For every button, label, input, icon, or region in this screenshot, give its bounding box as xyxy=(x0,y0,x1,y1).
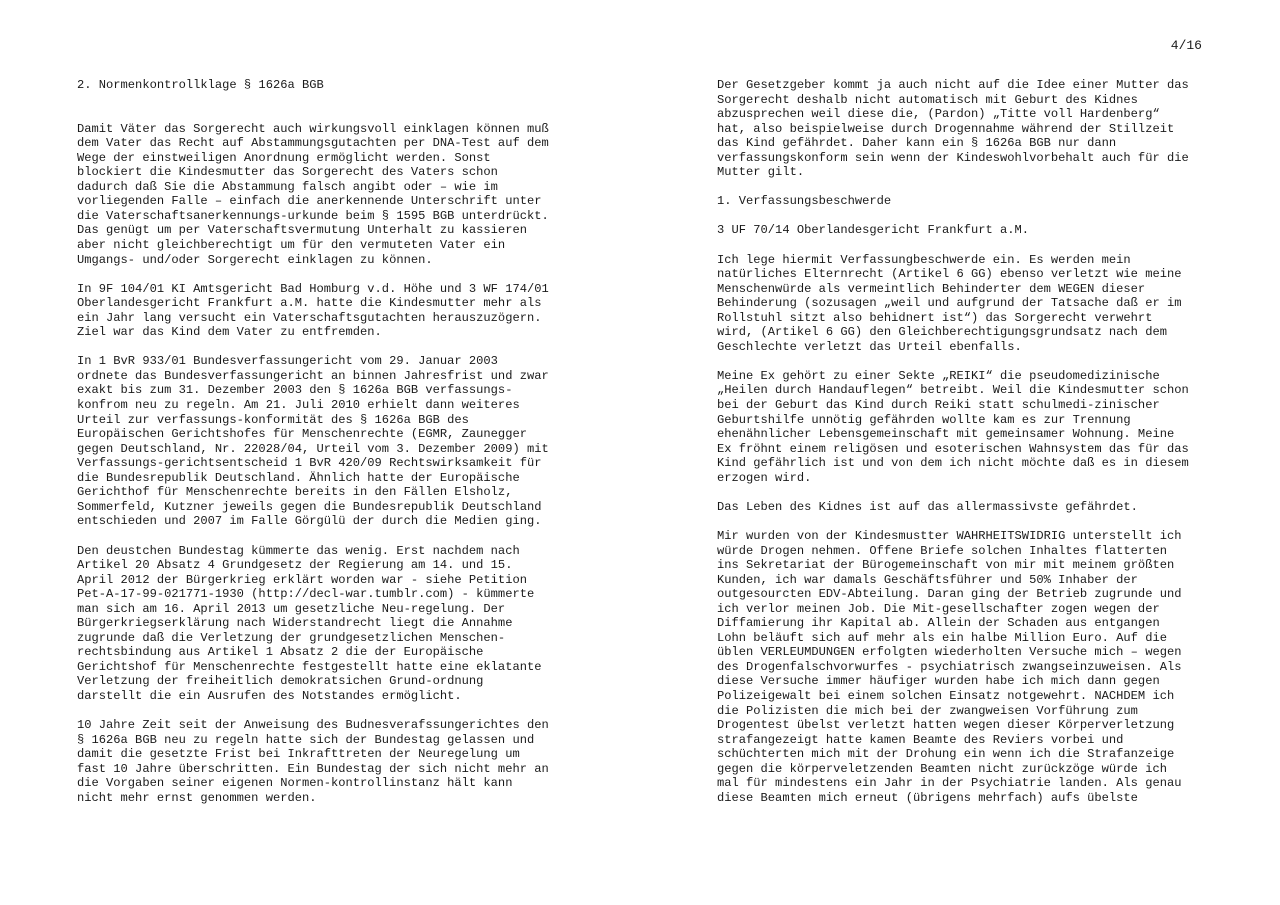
blank-line xyxy=(77,93,561,108)
text-line: natürliches Elternrecht (Artikel 6 GG) ebenso verletzt wie meine xyxy=(717,267,1182,282)
text-line: würde Drogen nehmen. Offene Briefe solchen Inhaltes flatterten xyxy=(717,543,1167,558)
text-line: rechtsbindung aus Artikel 1 Absatz 2 die der Europäische xyxy=(77,645,484,660)
text-line: Kunden, ich war damals Geschäftsführer und 50% Inhaber der xyxy=(717,572,1138,587)
text-line: gegen Deutschland, Nr. 22028/04, Urteil vom 3. Dezember 2009) mit xyxy=(77,441,549,456)
text-line: strafangezeigt hatte kamen Beamte des Reviers vorbei und xyxy=(717,732,1124,747)
text-line: 2. Normenkontrollklage § 1626a BGB xyxy=(77,78,324,92)
text-line: outgesourcten EDV-Abteilung. Daran ging der Betrieb zugrunde und xyxy=(717,587,1182,602)
text-line: Wege der einstweiligen Anordnung ermöglicht werden. Sonst xyxy=(77,150,491,165)
text-line: Menschenwürde als vermeintlich Behinderter dem WEGEN dieser xyxy=(717,281,1146,296)
text-line: gegen die körperveletzenden Beamten nicht zurückzöge würde ich xyxy=(717,761,1167,776)
text-line: Das genügt um per Vaterschaftsvermutung Unterhalt zu kassieren xyxy=(77,223,527,238)
text-line: Artikel 20 Absatz 4 Grundgesetz der Regierung am 14. und 15. xyxy=(77,558,513,573)
text-line: bei der Geburt das Kind durch Reiki statt schulmedi-zinischer xyxy=(717,398,1160,413)
text-line: Verletzung der freiheitlich demokratsichen Grund-ordnung xyxy=(77,674,484,689)
text-line: Urteil zur verfassungs-konformität des § 1626a BGB des xyxy=(77,412,469,427)
text-line: Lohn beläuft sich auf mehr als ein halbe Million Euro. Auf die xyxy=(717,630,1167,645)
text-line: Pet-A-17-99-021771-1930 (http://decl-war.tumblr.com) - kümmerte xyxy=(77,587,535,602)
text-line: verfassungskonform sein wenn der Kindeswohlvorbehalt auch für die xyxy=(717,150,1189,165)
text-line: die Vaterschaftsanerkennungs-urkunde beim § 1595 BGB unterdrückt. xyxy=(77,208,549,223)
text-line: mal für mindestens ein Jahr in der Psychiatrie landen. Als genau xyxy=(717,776,1182,791)
text-line: vorliegenden Falle – einfach die anerkennende Unterschrift unter xyxy=(77,194,542,209)
text-line: entschieden und 2007 im Falle Görgülü der durch die Medien ging. xyxy=(77,514,542,529)
text-line: zugrunde daß die Verletzung der grundgesetzlichen Menschen- xyxy=(77,630,506,645)
text-line: üblen VERLEUMDUNGEN erfolgten wiederholten Versuche mich – wegen xyxy=(717,645,1182,660)
text-line: „Heilen durch Handauflegen“ betreibt. Weil die Kindesmutter schon xyxy=(717,383,1189,398)
text-line: darstellt die ein Ausrufen des Notstandes ermöglicht. xyxy=(77,688,462,703)
text-line: Umgangs- und/oder Sorgerecht einklagen zu können. xyxy=(77,252,433,267)
text-line: In 1 BvR 933/01 Bundesverfassungericht vom 29. Januar 2003 xyxy=(77,354,498,369)
text-line: exakt bis zum 31. Dezember 2003 den § 1626a BGB verfassungs- xyxy=(77,383,513,398)
text-line: 1. Verfassungsbeschwerde xyxy=(717,194,892,209)
text-line: diese Versuche immer häufiger wurden habe ich mich dann gegen xyxy=(717,674,1160,689)
text-line: ich verlor meinen Job. Die Mit-gesellschafter zogen wegen der xyxy=(717,601,1160,616)
text-line: erzogen wird. xyxy=(717,470,812,485)
text-line: Oberlandesgericht Frankfurt a.M. hatte die Kindesmutter mehr als xyxy=(77,296,542,311)
text-line: Der Gesetzgeber kommt ja auch nicht auf die Idee einer Mutter das xyxy=(717,78,1189,92)
text-line: § 1626a BGB neu zu regeln hatte sich der Bundestag gelassen und xyxy=(77,732,535,747)
text-line: Mir wurden von der Kindesmustter WAHRHEITSWIDRIG unterstellt ich xyxy=(717,528,1182,543)
blank-line xyxy=(717,209,1201,224)
text-line: Drogentest übelst verletzt hatten wegen dieser Körperverletzung xyxy=(717,718,1175,733)
blank-line xyxy=(77,267,561,282)
text-line: In 9F 104/01 KI Amtsgericht Bad Homburg v.d. Höhe und 3 WF 174/01 xyxy=(77,281,549,296)
blank-line xyxy=(77,107,561,122)
text-line: Sommerfeld, Kutzner jeweils gegen die Bundesrepublik Deutschland xyxy=(77,499,542,514)
text-line: das Kind gefährdet. Daher kann ein § 1626a BGB nur dann xyxy=(717,136,1117,151)
text-line: Meine Ex gehört zu einer Sekte „REIKI“ die pseudomedizinische xyxy=(717,368,1160,383)
text-line: blockiert die Kindesmutter das Sorgerecht des Vaters schon xyxy=(77,165,498,180)
page-number: 4/16 xyxy=(1170,38,1202,53)
text-line: hat, also beispielweise durch Drogennahme während der Stillzeit xyxy=(717,121,1175,136)
text-line: ehenähnlicher Lebensgemeinschaft mit gemeinsamer Wohnung. Meine xyxy=(717,427,1175,442)
text-line: Ex fröhnt einem religösen und esoterischen Wahnsystem das für das xyxy=(717,441,1189,456)
text-line: Gerichthof für Menschenrechte bereits in den Fällen Elsholz, xyxy=(77,485,513,500)
text-line: diese Beamten mich erneut (übrigens mehrfach) aufs übelste xyxy=(717,790,1138,805)
text-line: die Bundesrepublik Deutschland. Ähnlich hatte der Europäische xyxy=(77,470,520,485)
text-line: des Drogenfalschvorwurfes - psychiatrisch zwangseinzuweisen. Als xyxy=(717,659,1182,674)
blank-line xyxy=(77,529,561,544)
text-line: man sich am 16. April 2013 um gesetzliche Neu-regelung. Der xyxy=(77,601,506,616)
text-line: Europäischen Gerichtshofes für Menschenrechte (EGMR, Zaunegger xyxy=(77,427,527,442)
blank-line xyxy=(77,340,561,355)
text-line: ins Sekretariat der Bürogemeinschaft von mir mit meinem größten xyxy=(717,558,1175,573)
text-line: Diffamierung ihr Kapital ab. Allein der Schaden aus entgangen xyxy=(717,616,1160,631)
text-line: die Vorgaben seiner eigenen Normen-kontrollinstanz hält kann xyxy=(77,776,513,791)
text-line: Den deustchen Bundestag kümmerte das wenig. Erst nachdem nach xyxy=(77,543,520,558)
text-line: Behinderung (sozusagen „weil und aufgrund der Tatsache daß er im xyxy=(717,296,1182,311)
text-line: fast 10 Jahre überschritten. Ein Bundestag der sich nicht mehr an xyxy=(77,761,549,776)
left-column xyxy=(77,78,561,805)
text-line: die Polizisten die mich bei der zwangweisen Vorführung zum xyxy=(717,703,1138,718)
text-line: Bürgerkriegserklärung nach Widerstandrecht liegt die Annahme xyxy=(77,616,513,631)
blank-line xyxy=(717,238,1201,253)
text-line: damit die gesetzte Frist bei Inkrafttreten der Neuregelung um xyxy=(77,747,520,762)
text-line: schüchterten mich mit der Drohung ein wenn ich die Strafanzeige xyxy=(717,747,1175,762)
text-line: ein Jahr lang versucht ein Vaterschaftsgutachten herauszuzögern. xyxy=(77,310,542,325)
text-line: Verfassungs-gerichtsentscheid 1 BvR 420/09 Rechtswirksamkeit für xyxy=(77,456,542,471)
text-line: abzusprechen weil diese die, (Pardon) „Titte voll Hardenberg“ xyxy=(717,107,1160,122)
blank-line xyxy=(717,354,1201,369)
text-line: April 2012 der Bürgerkrieg erklärt worden war - siehe Petition xyxy=(77,572,527,587)
right-column xyxy=(717,78,1201,805)
blank-line xyxy=(717,180,1201,195)
text-line: Rollstuhl sitzt also behidnert ist“) das Sorgerecht verwehrt xyxy=(717,310,1153,325)
text-line: Sorgerecht deshalb nicht automatisch mit Geburt des Kidnes xyxy=(717,92,1138,107)
text-line: 10 Jahre Zeit seit der Anweisung des Budnesverafssungerichtes den xyxy=(77,718,549,733)
text-line: Ziel war das Kind dem Vater zu entfremden. xyxy=(77,325,382,340)
blank-line xyxy=(717,514,1201,529)
text-line: Geschlechte verletzt das Urteil ebenfalls. xyxy=(717,339,1022,354)
text-line: konfrom neu zu regeln. Am 21. Juli 2010 erhielt dann weiteres xyxy=(77,398,520,413)
text-line: wird, (Artikel 6 GG) den Gleichberechtigungsgrundsatz nach dem xyxy=(717,325,1167,340)
text-line: Ich lege hiermit Verfassungbeschwerde ein. Es werden mein xyxy=(717,252,1131,267)
text-line: dadurch daß Sie die Abstammung falsch angibt oder – wie im xyxy=(77,179,498,194)
text-line: Gerichtshof für Menschenrechte festgestellt hatte eine eklatante xyxy=(77,659,542,674)
text-line: nicht mehr ernst genommen werden. xyxy=(77,790,317,805)
text-line: Geburtshilfe unnötig gefährden wollte kam es zur Trennung xyxy=(717,412,1131,427)
blank-line xyxy=(717,485,1201,500)
text-line: aber nicht gleichberechtigt um für den vermuteten Vater ein xyxy=(77,238,506,253)
text-line: Das Leben des Kidnes ist auf das allermassivste gefährdet. xyxy=(717,499,1138,514)
blank-line xyxy=(77,704,561,719)
text-line: Kind gefährlich ist und von dem ich nicht möchte daß es in diesem xyxy=(717,456,1189,471)
text-line: dem Vater das Recht auf Abstammungsgutachten per DNA-Test auf dem xyxy=(77,136,549,151)
text-line: ordnete das Bundesverfassungericht an binnen Jahresfrist und zwar xyxy=(77,368,549,383)
text-line: Polizeigewalt bei einem solchen Einsatz notgewehrt. NACHDEM ich xyxy=(717,688,1175,703)
text-line: Damit Väter das Sorgerecht auch wirkungsvoll einklagen können muß xyxy=(77,121,549,136)
text-line: 3 UF 70/14 Oberlandesgericht Frankfurt a.M. xyxy=(717,223,1030,238)
text-line: Mutter gilt. xyxy=(717,165,805,180)
